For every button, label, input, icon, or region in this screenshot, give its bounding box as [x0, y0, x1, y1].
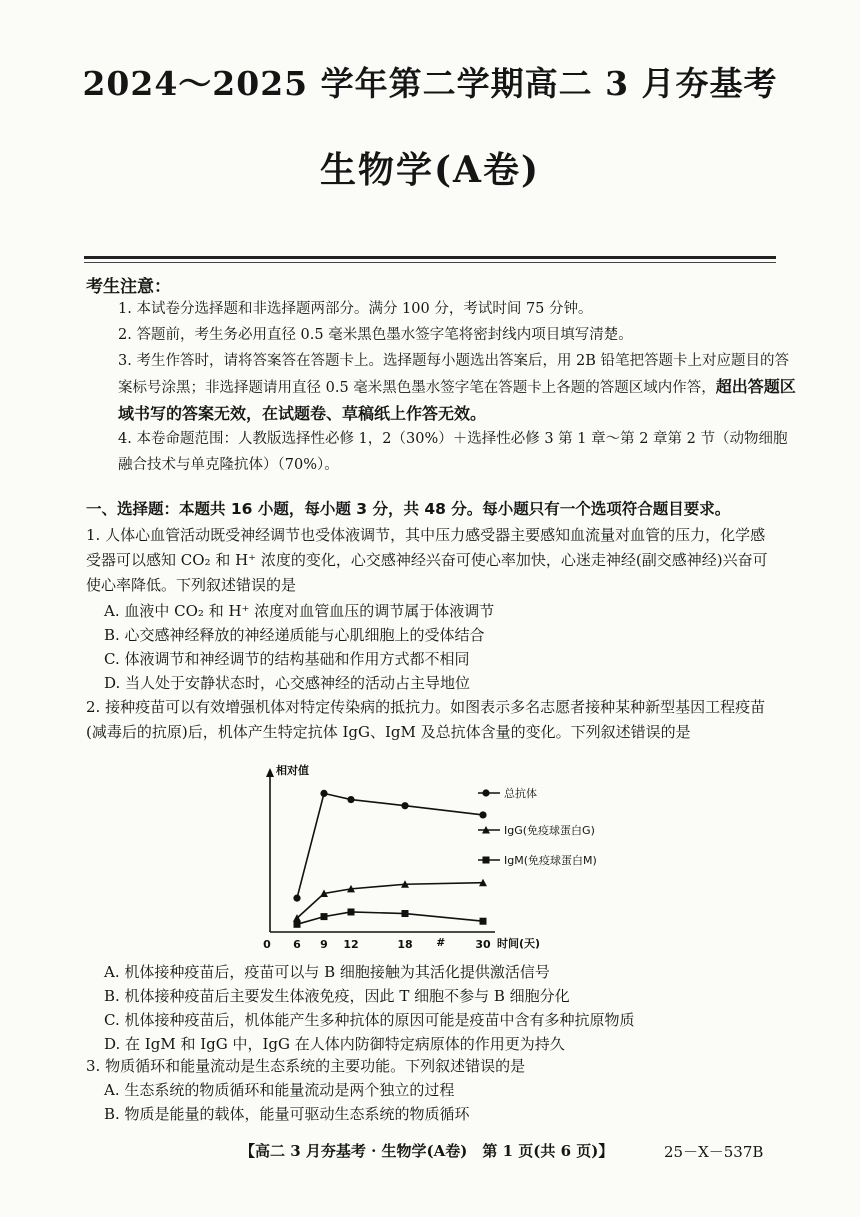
- x-axis-label: 时间(天): [497, 937, 541, 950]
- x-tick-label: 12: [343, 938, 359, 951]
- legend-entry: 总抗体: [504, 787, 537, 800]
- data-point: [294, 921, 301, 928]
- data-point: [401, 802, 408, 809]
- question-2-option-b: B. 机体接种疫苗后主要发生体液免疫，因此 T 细胞不参与 B 细胞分化: [104, 987, 570, 1005]
- notice-item-2: 2. 答题前，考生务必用直径 0.5 毫米黑色墨水签字笔将密封线内项目填写清楚。: [118, 327, 633, 343]
- paper-code: 25－X－537B: [664, 1143, 764, 1161]
- page-footer: 【高二 3 月夯基考 · 生物学(A卷) 第 1 页(共 6 页)】: [240, 1142, 614, 1160]
- notice-item-3: [118, 348, 798, 428]
- divider-thick: [84, 256, 776, 259]
- notice-heading: 考生注意：: [86, 277, 171, 297]
- y-axis-arrow: [266, 768, 274, 777]
- question-3-stem: 3. 物质循环和能量流动是生态系统的主要功能。下列叙述错误的是: [86, 1057, 526, 1075]
- question-2-stem: 2. 接种疫苗可以有效增强机体对特定传染病的抵抗力。如图表示多名志愿者接种某种新型基因工程疫苗(减毒后的抗原)后，机体产生特定抗体 IgG、IgM 及总抗体含量的变化。下列叙述错误的是: [86, 698, 766, 741]
- x-tick-label: 30: [475, 938, 491, 951]
- data-point: [402, 910, 409, 917]
- data-point: [320, 790, 327, 797]
- data-point: [347, 796, 354, 803]
- divider-thin: [84, 262, 776, 263]
- legend-marker: [482, 789, 489, 796]
- notice-item-3-text: 3. 考生作答时，请将答案答在答题卡上。选择题每小题选出答案后，用 2B 铅笔把答题卡上对应题目的答案标号涂黑；非选择题请用直径 0.5 毫米黑色墨水签字笔在答题卡上各题的答题区域内作答，: [118, 353, 790, 396]
- legend-marker: [483, 857, 490, 864]
- question-3-option-a: A. 生态系统的物质循环和能量流动是两个独立的过程: [104, 1081, 455, 1099]
- notice-item-3-emphasis: 超出答题区域书写的答案无效，在试题卷、草稿纸上作答无效。: [118, 377, 796, 423]
- question-2-option-d: D. 在 IgM 和 IgG 中，IgG 在人体内防御特定病原体的作用更为持久: [104, 1035, 565, 1053]
- question-2-option-a: A. 机体接种疫苗后，疫苗可以与 B 细胞接触为其活化提供激活信号: [104, 963, 550, 981]
- antibody-chart: [240, 760, 597, 960]
- legend-entry: IgG(免疫球蛋白G): [504, 824, 595, 837]
- section-heading: 一、选择题：本题共 16 小题，每小题 3 分，共 48 分。每小题只有一个选项符合题目要求。: [86, 500, 731, 518]
- notice-item-4: 4. 本卷命题范围：人教版选择性必修 1，2（30%）＋选择性必修 3 第 1 章～第 2 章第 2 节（动物细胞融合技术与单克隆抗体）（70%）。: [118, 431, 788, 473]
- data-point: [479, 811, 486, 818]
- question-1-option-c: C. 体液调节和神经调节的结构基础和作用方式都不相同: [104, 650, 470, 668]
- y-axis-label: 相对值: [276, 764, 309, 777]
- data-point: [293, 895, 300, 902]
- page-title: 2024～2025 学年第二学期高二 3 月夯基考: [82, 64, 778, 103]
- notice-item-1: 1. 本试卷分选择题和非选择题两部分。满分 100 分，考试时间 75 分钟。: [118, 301, 593, 317]
- question-2-option-c: C. 机体接种疫苗后，机体能产生多种抗体的原因可能是疫苗中含有多种抗原物质: [104, 1011, 635, 1029]
- x-origin-label: 0: [263, 938, 271, 951]
- question-1-option-d: D. 当人处于安静状态时，心交感神经的活动占主导地位: [104, 674, 471, 692]
- x-tick-label: 6: [293, 938, 301, 951]
- data-point: [321, 913, 328, 920]
- question-1-option-a: A. 血液中 CO₂ 和 H⁺ 浓度对血管血压的调节属于体液调节: [104, 602, 495, 620]
- legend-entry: IgM(免疫球蛋白M): [504, 854, 597, 867]
- question-1-option-b: B. 心交感神经释放的神经递质能与心肌细胞上的受体结合: [104, 626, 485, 644]
- page-subtitle: 生物学(A卷): [320, 149, 540, 191]
- axis-break-symbol: #: [436, 936, 444, 949]
- question-3-option-b: B. 物质是能量的载体，能量可驱动生态系统的物质循环: [104, 1105, 470, 1123]
- x-tick-label: 18: [397, 938, 413, 951]
- x-tick-label: 9: [320, 938, 328, 951]
- data-point: [348, 908, 355, 915]
- data-point: [480, 918, 487, 925]
- question-1-stem: 1. 人体心血管活动既受神经调节也受体液调节，其中压力感受器主要感知血流量对血管的压力，化学感受器可以感知 CO₂ 和 H⁺ 浓度的变化，心交感神经兴奋可使心率加快，心迷走神经(副交感神经)兴奋可使心率降低。下列叙述错误的是: [86, 526, 768, 594]
- series-line: [297, 793, 483, 898]
